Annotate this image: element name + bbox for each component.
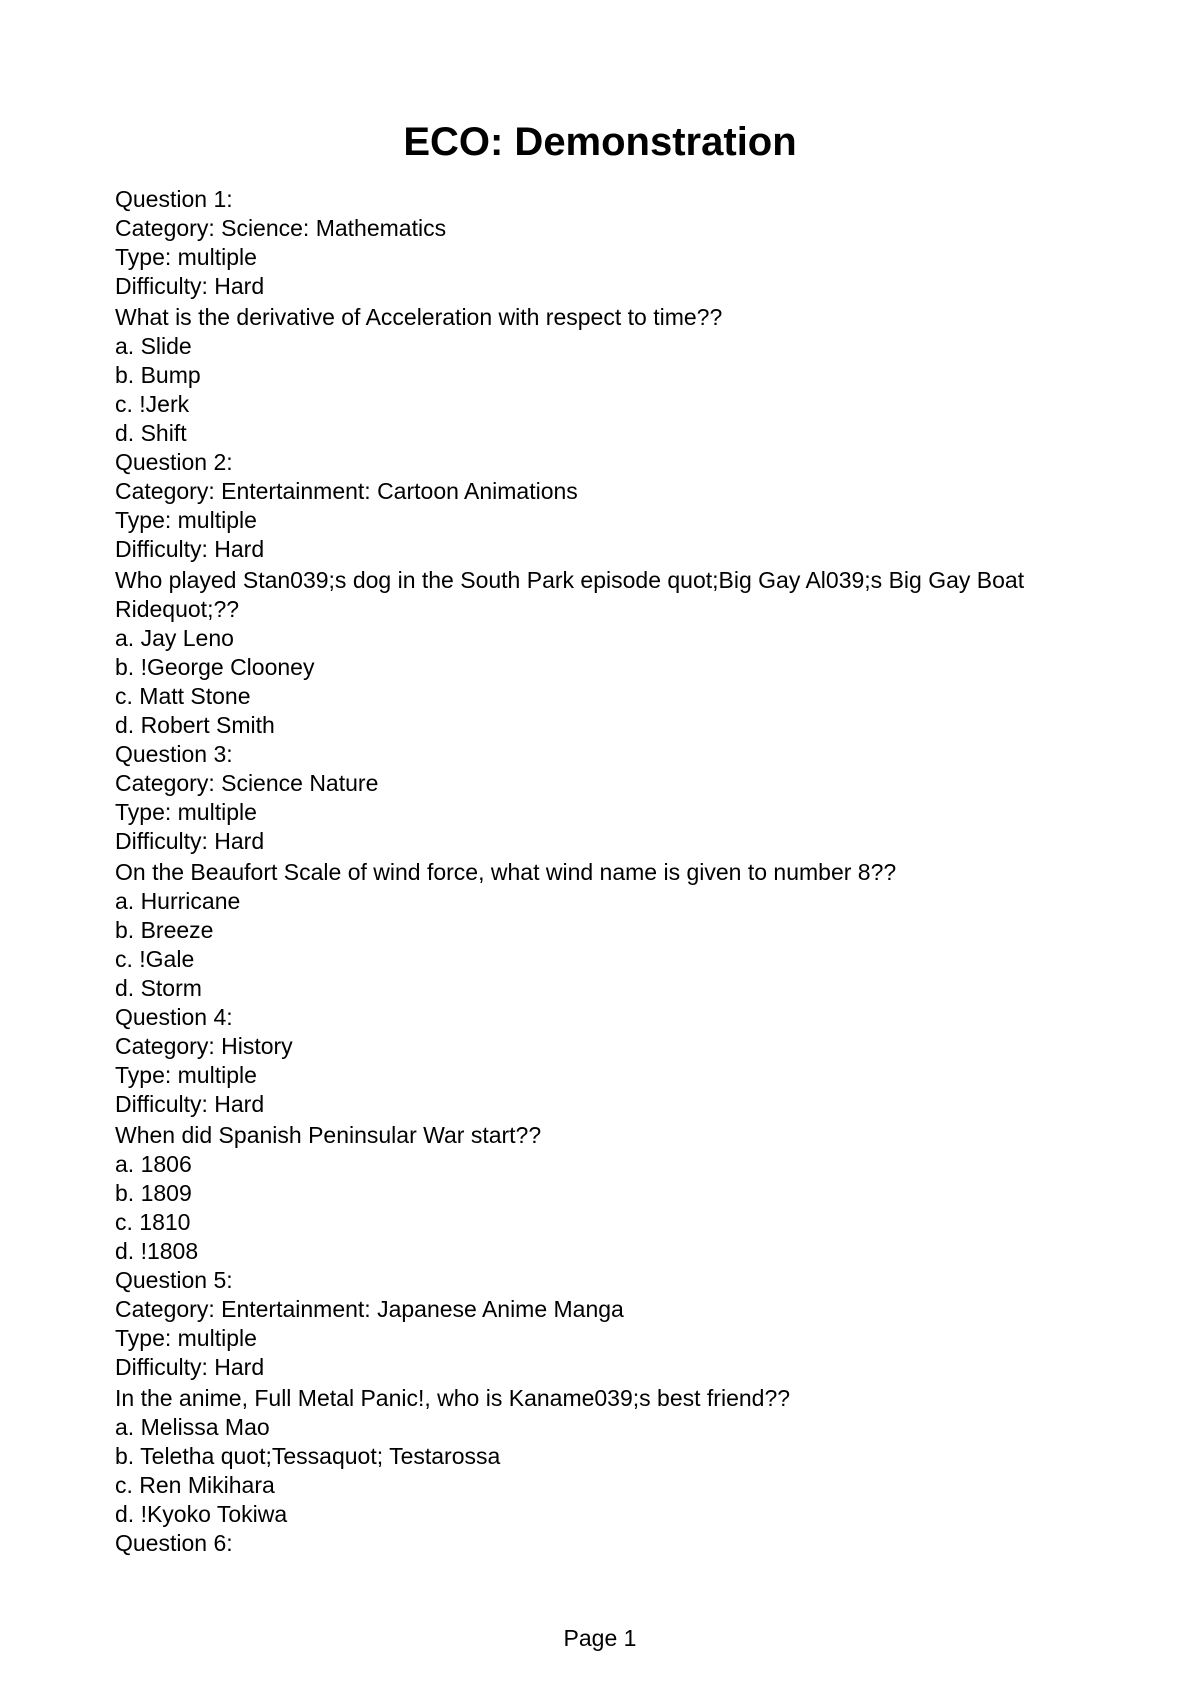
question-category: Category: Science Nature (115, 770, 379, 796)
answer-option-b: b. Teletha quot;Tessaquot; Testarossa (115, 1443, 501, 1469)
question-header: Question 1: (115, 186, 233, 212)
answer-option-c: c. !Jerk (115, 391, 190, 417)
question-prompt: Who played Stan039;s dog in the South Park episode quot;Big Gay Al039;s Big Gay Boat Ridequot;?? (115, 567, 1025, 622)
answer-option-b: b. Bump (115, 362, 201, 388)
question-category: Category: Entertainment: Japanese Anime Manga (115, 1296, 624, 1322)
answer-option-a: a. Hurricane (115, 888, 241, 914)
question-list (115, 185, 1095, 1558)
question-prompt: What is the derivative of Acceleration with respect to time?? (115, 304, 723, 330)
question-difficulty: Difficulty: Hard (115, 1091, 265, 1117)
question-block-5 (115, 1266, 1095, 1529)
answer-option-d: d. !1808 (115, 1238, 199, 1264)
question-header: Question 6: (115, 1530, 233, 1556)
question-prompt: In the anime, Full Metal Panic!, who is Kaname039;s best friend?? (115, 1385, 791, 1411)
answer-option-d: d. Robert Smith (115, 712, 275, 738)
answer-option-c: c. 1810 (115, 1209, 191, 1235)
question-difficulty: Difficulty: Hard (115, 273, 265, 299)
question-type: Type: multiple (115, 507, 257, 533)
answer-option-c: c. Matt Stone (115, 683, 251, 709)
question-type: Type: multiple (115, 1325, 257, 1351)
question-category: Category: Science: Mathematics (115, 215, 447, 241)
answer-option-b: b. Breeze (115, 917, 214, 943)
answer-option-a: a. Slide (115, 333, 192, 359)
question-header: Question 3: (115, 741, 233, 767)
question-difficulty: Difficulty: Hard (115, 828, 265, 854)
question-header: Question 5: (115, 1267, 233, 1293)
question-header: Question 2: (115, 449, 233, 475)
answer-option-c: c. Ren Mikihara (115, 1472, 275, 1498)
answer-option-a: a. Jay Leno (115, 625, 234, 651)
question-category: Category: History (115, 1033, 293, 1059)
answer-option-d: d. Shift (115, 420, 187, 446)
question-prompt: When did Spanish Peninsular War start?? (115, 1122, 542, 1148)
question-block-4 (115, 1003, 1095, 1266)
page-number: Page 1 (563, 1625, 637, 1651)
question-category: Category: Entertainment: Cartoon Animations (115, 478, 578, 504)
question-block-1 (115, 185, 1095, 448)
question-difficulty: Difficulty: Hard (115, 1354, 265, 1380)
answer-option-a: a. 1806 (115, 1151, 192, 1177)
answer-option-b: b. 1809 (115, 1180, 192, 1206)
answer-option-c: c. !Gale (115, 946, 195, 972)
question-block-2 (115, 448, 1095, 740)
question-type: Type: multiple (115, 244, 257, 270)
answer-option-d: d. Storm (115, 975, 202, 1001)
answer-option-a: a. Melissa Mao (115, 1414, 270, 1440)
question-difficulty: Difficulty: Hard (115, 536, 265, 562)
answer-option-d: d. !Kyoko Tokiwa (115, 1501, 288, 1527)
page-title: ECO: Demonstration (403, 120, 797, 164)
question-type: Type: multiple (115, 799, 257, 825)
question-prompt: On the Beaufort Scale of wind force, what wind name is given to number 8?? (115, 859, 897, 885)
question-type: Type: multiple (115, 1062, 257, 1088)
answer-option-b: b. !George Clooney (115, 654, 315, 680)
question-block-3 (115, 740, 1095, 1003)
question-block-6 (115, 1529, 1095, 1558)
question-header: Question 4: (115, 1004, 233, 1030)
